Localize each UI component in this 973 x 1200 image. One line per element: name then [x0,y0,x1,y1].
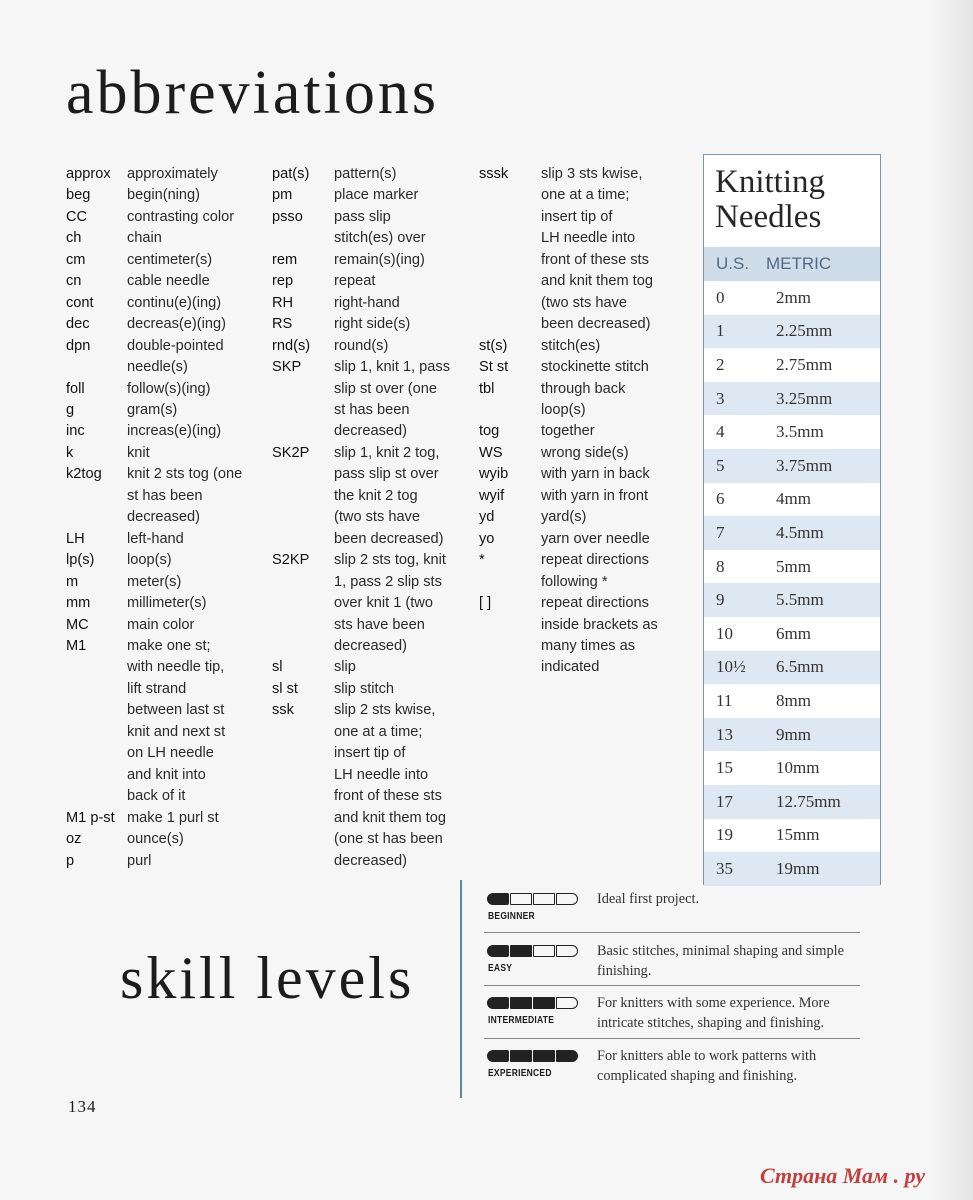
metric-size: 15mm [776,825,820,845]
abbreviation-definition: together [541,423,595,440]
abbreviation-row [272,550,466,657]
abbreviation-term: St st [479,359,509,376]
us-size: 35 [716,858,733,878]
metric-size: 5mm [776,556,811,576]
abbreviation-term: k [66,444,74,461]
abbreviation-definition: main color [127,616,195,633]
skill-level-separator [484,985,860,986]
needle-row [704,483,880,517]
abbreviation-row [66,829,271,850]
metric-size: 2.25mm [776,321,833,341]
watermark-logo: Страна Мам . ру [760,1163,926,1188]
abbreviation-row [272,336,466,357]
metric-size: 19mm [776,858,820,878]
abbreviation-row [66,593,271,614]
metric-size: 9mm [776,724,811,744]
abbreviation-term: m [66,573,79,590]
abbreviations-column-1 [66,164,271,872]
abbreviation-definition: make one st; with needle tip, lift strand between last st knit and next st on LH needle and knit into back of it [127,637,226,805]
abbreviation-definition: remain(s)(ing) [334,251,425,268]
abbreviation-term: SK2P [272,444,310,461]
meter-filled-segment [487,997,509,1009]
metric-size: 6.5mm [776,657,824,677]
abbreviation-term: beg [66,187,91,204]
metric-size: 3.5mm [776,422,824,442]
skill-level-meter [487,997,579,1009]
us-size: 10½ [716,657,746,677]
abbreviation-definition: stitch(es) [541,337,601,354]
us-size: 2 [716,354,725,374]
needle-row [704,684,880,718]
abbreviation-term: LH [66,530,85,547]
abbreviation-definition: with yarn in back [541,466,650,483]
abbreviation-definition: wrong side(s) [541,444,629,461]
needle-row [704,281,880,315]
abbreviation-row [66,615,271,636]
abbreviation-row [479,593,675,679]
abbreviation-term: ssk [272,702,294,719]
skill-level-description: For knitters with some experience. More intricate stitches, shaping and finishing. [597,995,830,1031]
skill-level-meter [487,1050,579,1062]
skill-levels-title: skill levels [120,945,415,1011]
us-size: 4 [716,422,725,442]
metric-size: 2mm [776,287,811,307]
abbreviation-term: tog [479,423,500,440]
us-size-header: U.S. [716,254,750,273]
abbreviations-column-3 [479,164,675,679]
skill-level-name: BEGINNER [488,911,535,922]
abbreviation-row [66,293,271,314]
abbreviation-definition: left-hand [127,530,184,547]
abbreviation-definition: knit 2 sts tog (one st has been decreased) [127,466,243,526]
meter-empty-segment [510,893,532,905]
metric-size: 3.25mm [776,388,833,408]
abbreviation-row [479,357,675,378]
us-size: 13 [716,724,733,744]
meter-filled-segment [556,1050,578,1062]
abbreviation-definition: repeat directions inside brackets as many times as indicated [541,595,658,676]
meter-filled-segment [533,1050,555,1062]
abbreviation-term: psso [272,208,303,225]
abbreviation-definition: slip 2 sts tog, knit 1, pass 2 slip sts over knit 1 (two sts have been decreased) [334,552,446,654]
abbreviation-definition: increas(e)(ing) [127,423,222,440]
abbreviation-term: ch [66,230,82,247]
abbreviation-term: M1 p-st [66,809,115,826]
abbreviation-row [272,250,466,271]
abbreviation-row [272,271,466,292]
abbreviation-definition: millimeter(s) [127,595,207,612]
abbreviation-definition: chain [127,230,162,247]
abbreviation-row [479,336,675,357]
meter-filled-segment [510,997,532,1009]
abbreviation-term: st(s) [479,337,508,354]
metric-size: 4mm [776,489,811,509]
skill-level-description: For knitters able to work patterns with complicated shaping and finishing. [597,1048,817,1084]
needle-row [704,718,880,752]
us-size: 7 [716,522,725,542]
metric-size: 2.75mm [776,354,833,374]
abbreviation-term: g [66,401,75,418]
abbreviation-row [272,185,466,206]
needle-row [704,819,880,853]
abbreviation-term: SKP [272,359,302,376]
meter-filled-segment [487,893,509,905]
abbreviation-term: foll [66,380,85,397]
abbreviation-row [272,657,466,678]
abbreviation-term: MC [66,616,89,633]
needle-row [704,449,880,483]
metric-size-header: METRIC [766,254,832,273]
abbreviation-definition: loop(s) [127,552,172,569]
us-size: 0 [716,287,725,307]
abbreviation-term: p [66,852,75,869]
metric-size: 6mm [776,623,811,643]
skill-level-meter [487,945,579,957]
meter-filled-segment [510,1050,532,1062]
meter-empty-segment [533,945,555,957]
abbreviation-term: sssk [479,166,509,182]
meter-empty-segment [556,997,578,1009]
abbreviation-term: M1 [66,637,87,654]
page-title: abbreviations [66,59,440,127]
abbreviation-term: pat(s) [272,166,310,182]
metric-size: 10mm [776,758,820,778]
us-size: 15 [716,758,733,778]
abbreviation-row [66,336,271,379]
abbreviation-definition: slip 1, knit 2 tog, pass slip st over the knit 2 tog (two sts have been decreased) [334,444,444,547]
abbreviation-term: inc [66,423,85,440]
abbreviation-term: yo [479,530,495,547]
needle-row [704,315,880,349]
abbreviation-term: dec [66,316,90,333]
abbreviation-definition: cable needle [127,273,210,290]
abbreviation-definition: centimeter(s) [127,251,213,268]
abbreviation-term: RH [272,294,294,311]
abbreviation-term: sl st [272,680,298,697]
abbreviation-term: * [479,552,485,569]
abbreviation-term: rep [272,273,294,290]
abbreviation-row [272,679,466,700]
abbreviation-row [272,700,466,872]
skill-level-separator [484,932,860,933]
us-size: 8 [716,556,725,576]
meter-filled-segment [487,945,509,957]
skill-level-description: Basic stitches, minimal shaping and simple finishing. [597,943,844,979]
abbreviation-term: yd [479,509,495,526]
abbreviation-row [272,207,466,250]
abbreviation-term: mm [66,595,91,612]
needle-row [704,785,880,819]
abbreviation-row [66,808,271,829]
abbreviation-term: cm [66,251,86,268]
abbreviation-row [66,550,271,571]
abbreviation-row [479,421,675,442]
abbreviation-row [66,572,271,593]
abbreviation-row [66,207,271,228]
abbreviation-row [479,550,675,593]
abbreviation-row [66,228,271,249]
abbreviation-term: rnd(s) [272,337,311,354]
abbreviation-definition: gram(s) [127,401,178,418]
abbreviation-row [66,314,271,335]
metric-size: 12.75mm [776,791,841,811]
abbreviation-definition: pass slip stitch(es) over [334,208,426,247]
abbreviation-definition: slip stitch [334,680,395,697]
abbreviation-definition: contrasting color [127,208,235,225]
abbreviation-definition: slip [334,659,356,676]
meter-filled-segment [487,1050,509,1062]
knitting-needles-table [703,154,881,885]
abbreviation-definition: repeat directions following * [541,552,649,590]
abbreviation-definition: slip 1, knit 1, pass slip st over (one st has been decreased) [334,359,450,440]
meter-empty-segment [533,893,555,905]
abbreviation-definition: make 1 purl st [127,809,219,826]
skill-level-name: EASY [488,963,513,974]
abbreviation-row [479,486,675,507]
metric-size: 8mm [776,690,811,710]
abbreviation-row [479,379,675,422]
abbreviation-row [479,529,675,550]
needle-rows [704,281,880,886]
abbreviation-term: lp(s) [66,552,95,569]
abbreviation-definition: ounce(s) [127,831,184,848]
abbreviation-term: tbl [479,380,495,397]
us-size: 5 [716,455,725,475]
skill-level-name: EXPERIENCED [488,1068,552,1079]
us-size: 6 [716,489,725,509]
needles-header-row [704,247,880,281]
meter-empty-segment [556,893,578,905]
abbreviation-row [66,185,271,206]
abbreviation-definition: double-pointed needle(s) [127,337,224,376]
abbreviation-term: S2KP [272,552,310,569]
abbreviation-definition: begin(ning) [127,187,201,204]
abbreviation-definition: meter(s) [127,573,182,590]
abbreviation-row [66,400,271,421]
needle-row [704,651,880,685]
skill-level-separator [484,1038,860,1039]
us-size: 11 [716,690,733,710]
abbreviation-term: CC [66,208,88,225]
abbreviation-term: RS [272,316,293,333]
meter-empty-segment [556,945,578,957]
abbreviation-row [479,507,675,528]
abbreviation-definition: through back loop(s) [541,380,626,418]
abbreviation-row [272,443,466,550]
abbreviation-definition: pattern(s) [334,166,397,182]
abbreviation-definition: decreas(e)(ing) [127,316,226,333]
abbreviation-definition: right-hand [334,294,400,311]
abbreviation-definition: continu(e)(ing) [127,294,222,311]
abbreviation-row [66,443,271,464]
abbreviation-definition: slip 3 sts kwise, one at a time; insert tip of LH needle into front of these sts and knit them tog (two sts have been decreased) [541,166,653,333]
abbreviation-term: [ ] [479,595,492,612]
abbreviation-row [66,379,271,400]
abbreviation-definition: knit [127,444,150,461]
abbreviation-row [66,636,271,808]
skill-level-name: INTERMEDIATE [488,1015,555,1026]
abbreviation-definition: with yarn in front [541,487,649,504]
abbreviation-definition: slip 2 sts kwise, one at a time; insert tip of LH needle into front of these sts and knit them tog (one st has been decreased) [334,702,446,869]
abbreviation-row [66,529,271,550]
abbreviation-term: approx [66,166,111,182]
abbreviation-row [479,464,675,485]
abbreviations-column-2 [272,164,466,872]
meter-filled-segment [510,945,532,957]
abbreviation-definition: place marker [334,187,419,204]
abbreviation-row [272,293,466,314]
abbreviation-definition: stockinette stitch [541,359,649,376]
needle-row [704,516,880,550]
abbreviation-term: pm [272,187,293,204]
us-size: 10 [716,623,733,643]
abbreviation-definition: approximately [127,166,218,182]
abbreviation-definition: follow(s)(ing) [127,380,211,397]
us-size: 19 [716,825,733,845]
abbreviation-row [272,357,466,443]
page-edge-shadow [930,0,973,1200]
abbreviation-definition: purl [127,852,152,869]
abbreviation-row [479,164,675,336]
needle-row [704,348,880,382]
skill-level-description: Ideal first project. [597,891,700,907]
abbreviation-row [272,314,466,335]
needle-row [704,852,880,886]
abbreviation-term: wyif [479,487,505,504]
needle-row [704,382,880,416]
needle-row [704,415,880,449]
meter-filled-segment [533,997,555,1009]
abbreviation-row [66,421,271,442]
abbreviation-row [66,464,271,528]
needle-row [704,583,880,617]
metric-size: 5.5mm [776,590,824,610]
abbreviation-definition: yarn over needle [541,530,650,547]
abbreviation-row [66,271,271,292]
abbreviation-definition: right side(s) [334,316,411,333]
abbreviation-row [66,851,271,872]
us-size: 3 [716,388,725,408]
metric-size: 3.75mm [776,455,833,475]
abbreviation-term: dpn [66,337,91,354]
abbreviation-row [66,164,271,185]
us-size: 17 [716,791,733,811]
abbreviation-definition: repeat [334,273,376,290]
metric-size: 4.5mm [776,522,824,542]
skill-levels-divider [460,880,462,1098]
abbreviation-row [479,443,675,464]
abbreviation-term: cn [66,273,82,290]
abbreviation-term: wyib [479,466,509,483]
us-size: 9 [716,590,725,610]
abbreviation-term: k2tog [66,466,102,483]
skill-level-meter [487,893,579,905]
page-number: 134 [68,1097,97,1116]
us-size: 1 [716,321,725,341]
needles-title: Knitting Needles [715,164,826,235]
abbreviation-term: WS [479,444,503,461]
needle-row [704,550,880,584]
abbreviation-row [272,164,466,185]
abbreviation-term: cont [66,294,94,311]
abbreviation-definition: yard(s) [541,509,587,526]
needle-row [704,751,880,785]
abbreviation-definition: round(s) [334,337,389,354]
needle-row [704,617,880,651]
abbreviation-term: oz [66,831,82,848]
abbreviation-term: sl [272,659,283,676]
abbreviation-row [66,250,271,271]
abbreviation-term: rem [272,251,298,268]
